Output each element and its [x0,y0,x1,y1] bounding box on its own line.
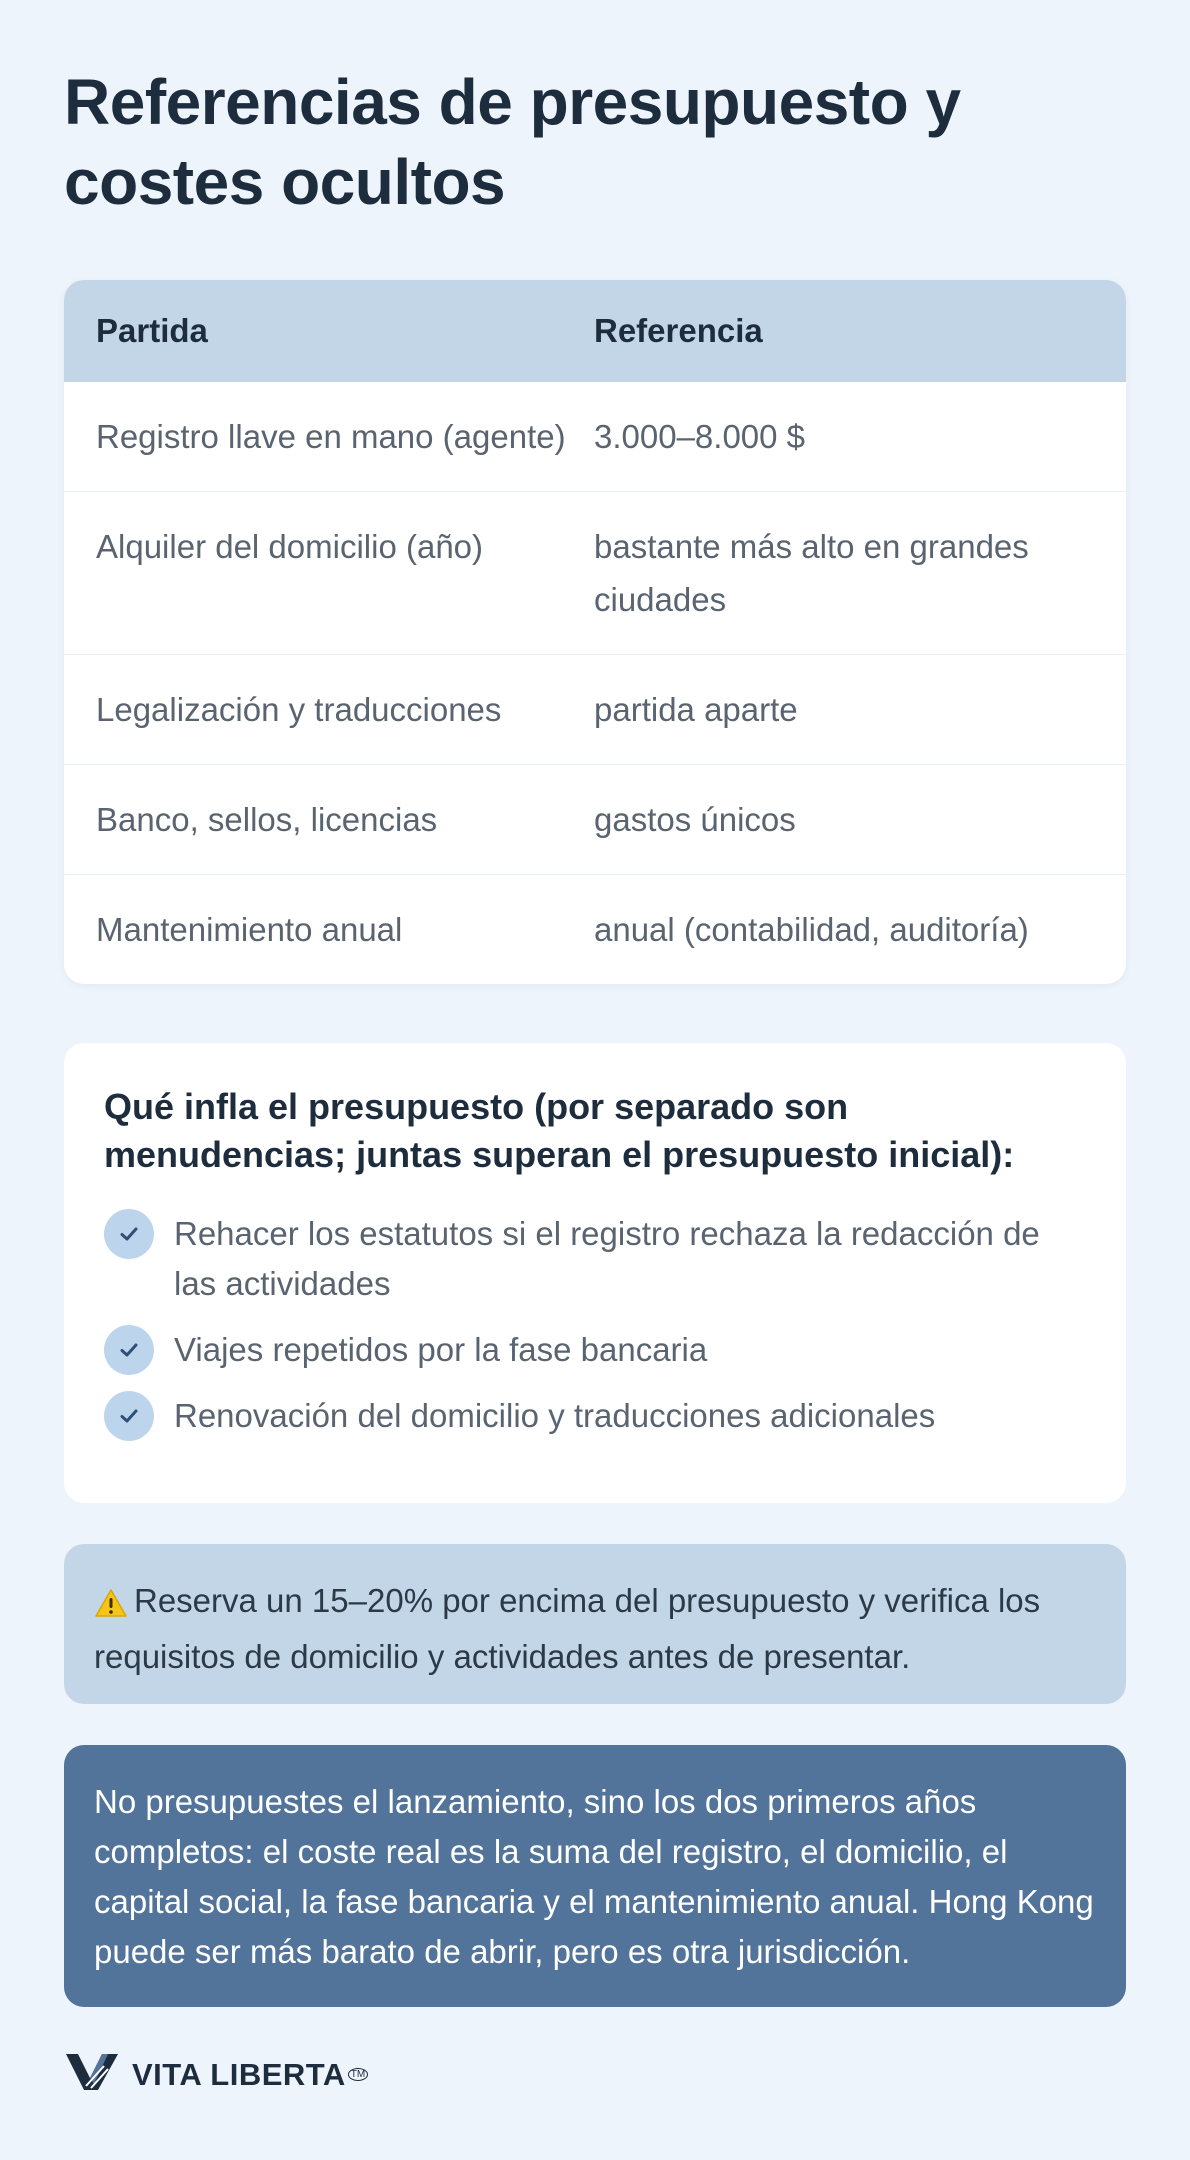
header-partida: Partida [96,312,208,349]
warning-callout [64,1544,1126,1704]
list-item [104,1209,1086,1309]
summary-text: No presupuestes el lanzamiento, sino los dos primeros años completos: el coste real es la suma del registro, el domicilio, el capital social, la fase bancaria y el mantenimiento anual. Hong Kong puede ser más barato de abrir, pero es otra jurisdicción. [94,1783,1094,1970]
row-item: Mantenimiento anual [96,911,403,948]
table-row [64,382,1126,491]
table-row [64,874,1126,984]
check-icon [104,1325,154,1375]
table-header [64,280,1126,382]
header-referencia: Referencia [594,312,763,349]
summary-callout [64,1745,1126,2007]
budget-table [64,280,1126,984]
check-icon [104,1391,154,1441]
inflators-title: Qué infla el presupuesto (por separado son menudencias; juntas superan el presupuesto inicial): [104,1086,1015,1175]
table-body [64,382,1126,984]
list-item [104,1325,1086,1375]
table-row [64,654,1126,764]
vita-liberta-logo-icon [64,2052,120,2097]
page-title: Referencias de presupuesto y costes ocultos [64,66,961,218]
row-reference: 3.000–8.000 $ [594,418,806,455]
row-reference: anual (contabilidad, auditoría) [594,911,1029,948]
list-item-text: Renovación del domicilio y traducciones adicionales [174,1397,936,1434]
row-reference: gastos únicos [594,801,796,838]
row-item: Registro llave en mano (agente) [96,418,566,455]
row-reference: partida aparte [594,691,798,728]
warning-text: Reserva un 15–20% por encima del presupuesto y verifica los requisitos de domicilio y actividades antes de presentar. [94,1582,1041,1675]
list-item-text: Rehacer los estatutos si el registro rechaza la redacción de las actividades [174,1215,1040,1302]
row-item: Legalización y traducciones [96,691,502,728]
trademark-mark: TM [348,2068,368,2081]
list-item-text: Viajes repetidos por la fase bancaria [174,1331,708,1368]
table-row [64,764,1126,874]
warning-icon [94,1582,128,1632]
list-item [104,1391,1086,1441]
check-icon [104,1209,154,1259]
inflators-card [64,1043,1126,1503]
row-item: Banco, sellos, licencias [96,801,438,838]
row-item: Alquiler del domicilio (año) [96,528,484,565]
brand-logo [64,2052,368,2097]
brand-name: VITA LIBERTA [132,2056,346,2092]
row-reference: bastante más alto en grandes ciudades [594,528,1029,618]
table-row [64,491,1126,654]
